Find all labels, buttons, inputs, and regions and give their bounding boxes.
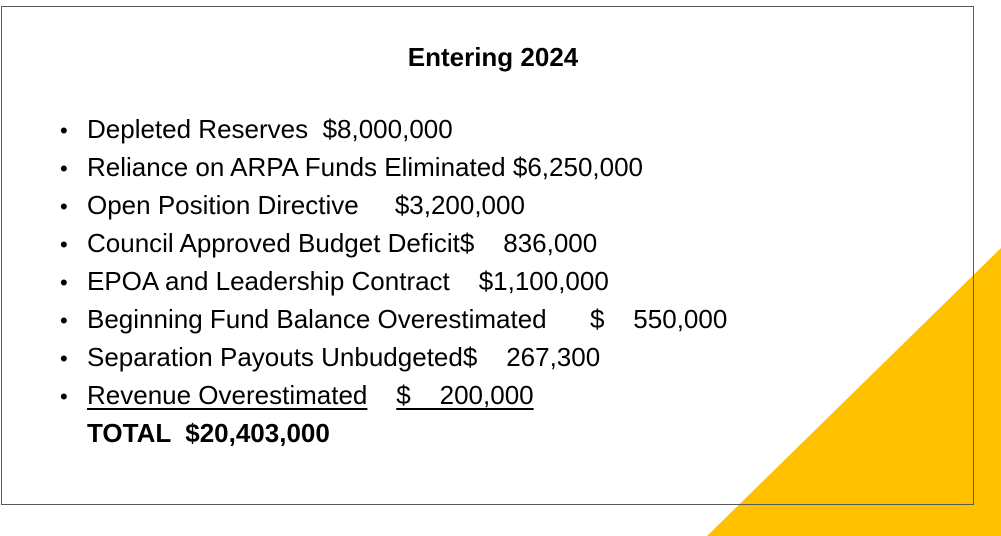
list-item: [60, 262, 727, 300]
bullet-icon: •: [60, 194, 68, 219]
item-amount: $ 836,000: [459, 228, 598, 258]
item-amount: $1,100,000: [478, 266, 609, 296]
list-item: [60, 376, 727, 414]
item-label: Revenue Overestimated: [87, 380, 368, 410]
item-label: Open Position Directive: [87, 190, 359, 220]
item-amount: $8,000,000: [322, 114, 453, 144]
bullet-icon: •: [60, 156, 68, 181]
item-amount: $6,250,000: [512, 152, 644, 182]
item-label: Beginning Fund Balance Overestimated: [87, 304, 547, 334]
total-amount: $20,403,000: [185, 418, 330, 448]
item-label: Depleted Reserves: [87, 114, 309, 144]
item-amount: $ 200,000: [396, 380, 534, 410]
list-item: [60, 110, 727, 148]
list-item: [60, 338, 727, 376]
item-label: Reliance on ARPA Funds Eliminated: [87, 152, 506, 182]
item-label: EPOA and Leadership Contract: [87, 266, 450, 296]
slide-title: Entering 2024: [407, 42, 579, 72]
total-label: TOTAL: [87, 418, 171, 448]
list-item: [60, 300, 727, 338]
deficit-items-list: [60, 110, 727, 414]
item-amount: $ 267,300: [462, 342, 601, 372]
item-label: Council Approved Budget Deficit: [87, 228, 460, 258]
item-label: Separation Payouts Unbudgeted: [87, 342, 463, 372]
bullet-icon: •: [60, 308, 68, 333]
list-item: [60, 224, 727, 262]
bullet-icon: •: [60, 232, 68, 257]
bullet-icon: •: [60, 346, 68, 371]
bullet-icon: •: [60, 118, 68, 143]
item-amount: $3,200,000: [394, 190, 525, 220]
bullet-icon: •: [60, 270, 68, 295]
item-amount: $ 550,000: [589, 304, 728, 334]
bullet-icon: •: [60, 384, 68, 409]
total-line: [87, 414, 330, 452]
list-item: [60, 148, 727, 186]
list-item: [60, 186, 727, 224]
